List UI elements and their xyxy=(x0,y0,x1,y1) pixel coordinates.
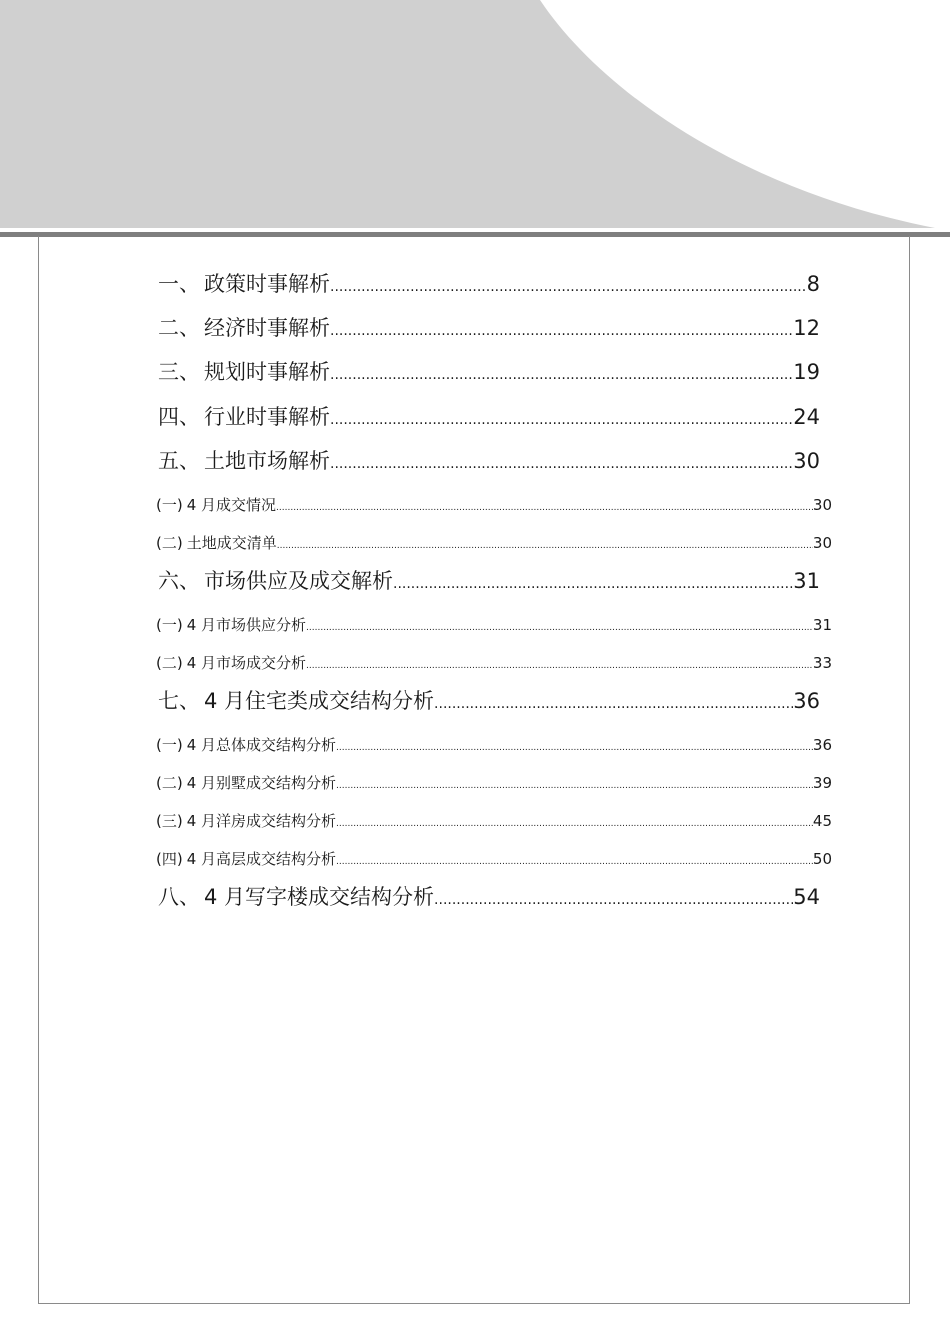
toc-dot-leader xyxy=(276,503,813,513)
toc-dot-leader xyxy=(330,323,793,339)
toc-entry-title: 规划时事解析 xyxy=(204,360,330,384)
toc-dot-leader xyxy=(393,576,793,592)
toc-entry-number: (四) xyxy=(156,850,183,868)
toc-entry-number: 一、 xyxy=(158,272,200,296)
toc-dot-leader xyxy=(330,279,807,295)
toc-dot-leader xyxy=(336,857,813,867)
toc-chapter-entry[interactable] xyxy=(158,312,820,342)
toc-entry-label xyxy=(156,532,277,553)
toc-entry-number: (二) xyxy=(156,774,183,792)
toc-entry-number: 三、 xyxy=(158,360,200,384)
toc-entry-label xyxy=(156,494,276,515)
toc-entry-number: (二) xyxy=(156,534,183,552)
page-frame xyxy=(38,236,910,1304)
toc-page-number: 8 xyxy=(806,272,820,296)
toc-entry-number: (三) xyxy=(156,812,183,830)
toc-entry-label xyxy=(158,401,330,431)
toc-dot-leader xyxy=(336,781,813,791)
toc-entry-number: 六、 xyxy=(158,569,200,593)
toc-entry-label xyxy=(158,565,393,595)
toc-entry-title: 4 月市场成交分析 xyxy=(186,654,307,672)
toc-dot-leader xyxy=(306,623,813,633)
toc-entry-title: 4 月写字楼成交结构分析 xyxy=(204,885,435,909)
toc-entry-label xyxy=(156,772,336,793)
toc-entry-label xyxy=(158,356,330,386)
toc-chapter-entry[interactable] xyxy=(158,401,820,431)
toc-entry-title: 4 月成交情况 xyxy=(186,496,277,514)
toc-chapter-entry[interactable] xyxy=(158,565,820,595)
header-gray-wave xyxy=(0,0,935,228)
toc-entry-title: 土地市场解析 xyxy=(204,449,330,473)
toc-entry-label xyxy=(156,652,306,673)
toc-section-entry[interactable] xyxy=(156,652,832,674)
toc-page-number: 31 xyxy=(812,616,832,634)
toc-entry-number: (一) xyxy=(156,496,183,514)
toc-entry-number: 五、 xyxy=(158,449,200,473)
toc-entry-label xyxy=(156,810,336,831)
toc-entry-label xyxy=(158,445,330,475)
toc-dot-leader xyxy=(336,743,813,753)
toc-dot-leader xyxy=(277,541,813,551)
toc-page-number: 12 xyxy=(793,316,820,340)
toc-dot-leader xyxy=(434,696,793,712)
toc-section-entry[interactable] xyxy=(156,532,832,554)
toc-dot-leader xyxy=(336,819,813,829)
toc-entry-label xyxy=(156,734,336,755)
toc-page-number: 36 xyxy=(812,736,832,754)
toc-entry-title: 行业时事解析 xyxy=(204,405,330,429)
toc-entry-title: 市场供应及成交解析 xyxy=(204,569,393,593)
toc-entry-title: 政策时事解析 xyxy=(204,272,330,296)
toc-entry-number: 四、 xyxy=(158,405,200,429)
toc-dot-leader xyxy=(306,661,813,671)
toc-entry-label xyxy=(158,685,434,715)
toc-entry-number: (一) xyxy=(156,616,183,634)
toc-page-number: 33 xyxy=(812,654,832,672)
toc-entry-number: 二、 xyxy=(158,316,200,340)
toc-page-number: 36 xyxy=(793,689,820,713)
toc-entry-title: 4 月别墅成交结构分析 xyxy=(186,774,337,792)
toc-page-number: 24 xyxy=(793,405,820,429)
toc-entry-number: (二) xyxy=(156,654,183,672)
toc-entry-title: 4 月高层成交结构分析 xyxy=(186,850,337,868)
toc-entry-title: 4 月市场供应分析 xyxy=(186,616,307,634)
toc-section-entry[interactable] xyxy=(156,810,832,832)
toc-section-entry[interactable] xyxy=(156,734,832,756)
toc-entry-label xyxy=(158,268,330,298)
toc-chapter-entry[interactable] xyxy=(158,685,820,715)
toc-dot-leader xyxy=(330,367,793,383)
toc-entry-title: 4 月住宅类成交结构分析 xyxy=(204,689,435,713)
toc-entry-label xyxy=(158,881,434,911)
toc-page-number: 50 xyxy=(812,850,832,868)
toc-page-number: 31 xyxy=(793,569,820,593)
toc-section-entry[interactable] xyxy=(156,494,832,516)
toc-entry-number: (一) xyxy=(156,736,183,754)
toc-chapter-entry[interactable] xyxy=(158,445,820,475)
toc-dot-leader xyxy=(330,456,793,472)
toc-entry-label xyxy=(156,848,336,869)
toc-page-number: 45 xyxy=(812,812,832,830)
toc-entry-title: 4 月洋房成交结构分析 xyxy=(186,812,337,830)
toc-page-number: 30 xyxy=(793,449,820,473)
toc-page-number: 39 xyxy=(812,774,832,792)
toc-section-entry[interactable] xyxy=(156,614,832,636)
toc-entry-title: 土地成交清单 xyxy=(186,534,277,552)
toc-page-number: 54 xyxy=(793,885,820,909)
toc-page-number: 30 xyxy=(812,496,832,514)
toc-entry-number: 八、 xyxy=(158,885,200,909)
toc-section-entry[interactable] xyxy=(156,772,832,794)
toc-section-entry[interactable] xyxy=(156,848,832,870)
toc-page-number: 19 xyxy=(793,360,820,384)
toc-entry-label xyxy=(158,312,330,342)
toc-entry-number: 七、 xyxy=(158,689,200,713)
toc-chapter-entry[interactable] xyxy=(158,881,820,911)
toc-entry-title: 经济时事解析 xyxy=(204,316,330,340)
toc-page-number: 30 xyxy=(812,534,832,552)
toc-chapter-entry[interactable] xyxy=(158,356,820,386)
toc-entry-title: 4 月总体成交结构分析 xyxy=(186,736,337,754)
toc-dot-leader xyxy=(434,892,793,908)
toc-chapter-entry[interactable] xyxy=(158,268,820,298)
header-decoration xyxy=(0,0,950,240)
toc-entry-label xyxy=(156,614,306,635)
toc-dot-leader xyxy=(330,412,793,428)
